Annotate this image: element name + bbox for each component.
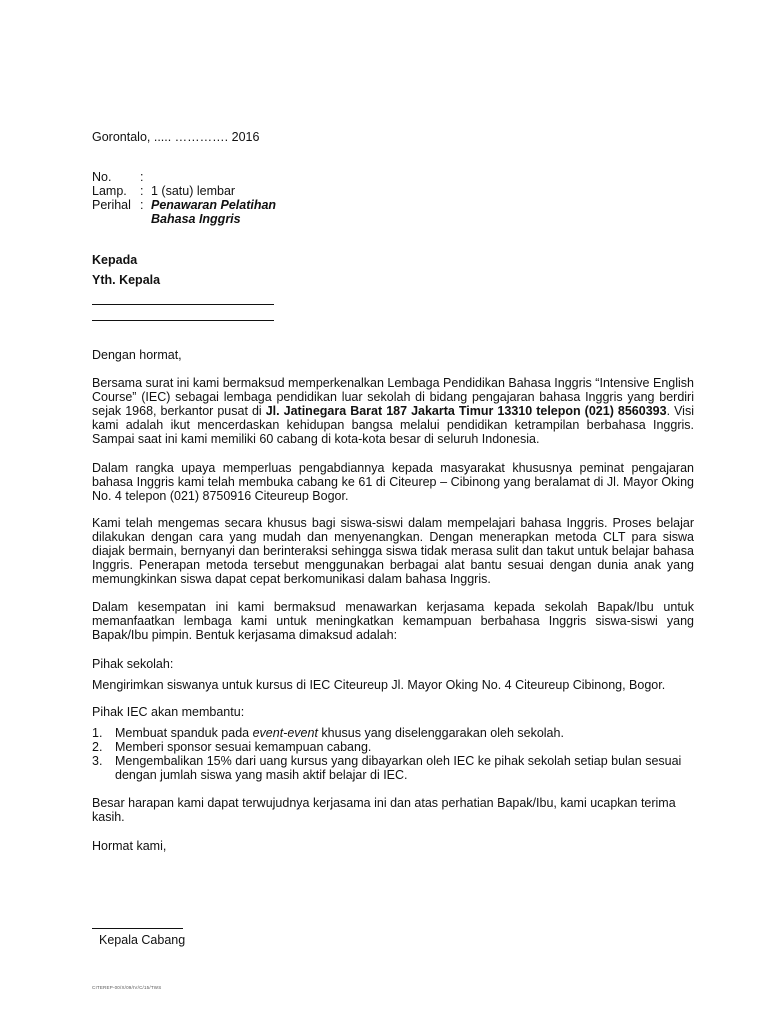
meta-colon: : [140,198,144,212]
list-item: 1. Membuat spanduk pada event-event khusus yang diselenggarakan oleh sekolah. [92,726,564,740]
lamp-label: Lamp. [92,184,127,198]
signature-line [92,928,183,929]
no-label: No. [92,170,112,184]
place-date: Gorontalo, ..... …………. 2016 [92,130,260,144]
recipient-line-2: Yth. Kepala [92,273,161,287]
list-item: 3. Mengembalikan 15% dari uang kursus yang dibayarkan oleh IEC ke pihak sekolah setiap bulan sesuai dengan jumlah siswa yang masih aktif belajar di IEC. [92,754,682,782]
meta-colon: : [140,184,144,198]
perihal-line-2: Bahasa Inggris [151,212,241,226]
paragraph-intro: Bersama surat ini kami bermaksud memperkenalkan Lembaga Pendidikan Bahasa Inggris “Intensive English Course” (IEC) sebagai lembaga pendidikan luar sekolah di bidang pengajaran bahasa Inggris yang berdiri sejak 1968, berkantor pusat di Jl. Jatinegara Barat 187 Jakarta Timur 13310 telepon (021) 8560393. Visi kami adalah ikut mencerdaskan kehidupan bangsa melalui pendidikan ketrampilan berbahasa Inggris. Sampai saat ini kami memiliki 60 cabang di kota-kota besar di seluruh Indonesia. [92,376,694,446]
meta-colon: : [140,170,144,184]
school-heading: Pihak sekolah: [92,657,174,671]
footer-code: CITEREP-00/X/09/IV/C/15/TWS [92,985,162,990]
recipient-blank-line [92,309,274,321]
salutation: Dengan hormat, [92,348,182,362]
regards: Hormat kami, [92,839,167,853]
head-office-address: Jl. Jatinegara Barat 187 Jakarta Timur 13310 telepon (021) 8560393 [265,404,667,418]
recipient-line-1: Kepada [92,253,138,267]
perihal-value [151,198,694,226]
no-value [151,170,694,184]
recipient-block [92,253,694,323]
signatory-title: Kepala Cabang [99,933,186,947]
paragraph-offer: Dalam kesempatan ini kami bermaksud menawarkan kerjasama kepada sekolah Bapak/Ibu untuk memanfaatkan lembaga kami untuk meningkatkan kemampuan berbahasa Inggris siswa-siswi yang Bapak/Ibu pimpin. Bentuk kerjasama dimaksud adalah: [92,600,694,642]
closing-sentence: Besar harapan kami dapat terwujudnya kerjasama ini dan atas perhatian Bapak/Ibu, kami ucapkan terima kasih. [92,796,676,824]
perihal-line-1: Penawaran Pelatihan [151,198,277,212]
letter-meta [92,170,694,226]
list-item: 2. Memberi sponsor sesuai kemampuan cabang. [92,740,372,754]
perihal-label: Perihal [92,198,131,212]
recipient-blank-line [92,293,274,305]
iec-heading: Pihak IEC akan membantu: [92,705,245,719]
school-text: Mengirimkan siswanya untuk kursus di IEC Citeureup Jl. Mayor Oking No. 4 Citeureup Cibinong, Bogor. [92,678,666,692]
paragraph-method: Kami telah mengemas secara khusus bagi siswa-siswi dalam mempelajari bahasa Inggris. Proses belajar dilakukan dengan cara yang mudah dan menyenangkan. Dengan menerapkan metoda CLT para siswa diajak bermain, bernyanyi dan berinteraksi sehingga siswa tidak merasa sulit dan takut untuk belajar bahasa Inggris. Penerapan metoda tersebut menggunakan berbagai alat bantu sesuai dengan dunia anak yang memungkinkan siswa dapat cepat berkomunikasi dalam bahasa Inggris. [92,516,694,586]
paragraph-branch: Dalam rangka upaya memperluas pengabdiannya kepada masyarakat khususnya peminat pengajaran bahasa Inggris kami telah membuka cabang ke 61 di Citeurep – Cibinong yang beralamat di Jl. Mayor Oking No. 4 telepon (021) 8750916 Citeureup Bogor. [92,461,694,503]
lamp-value: 1 (satu) lembar [151,184,236,198]
iec-points-list [92,726,694,782]
